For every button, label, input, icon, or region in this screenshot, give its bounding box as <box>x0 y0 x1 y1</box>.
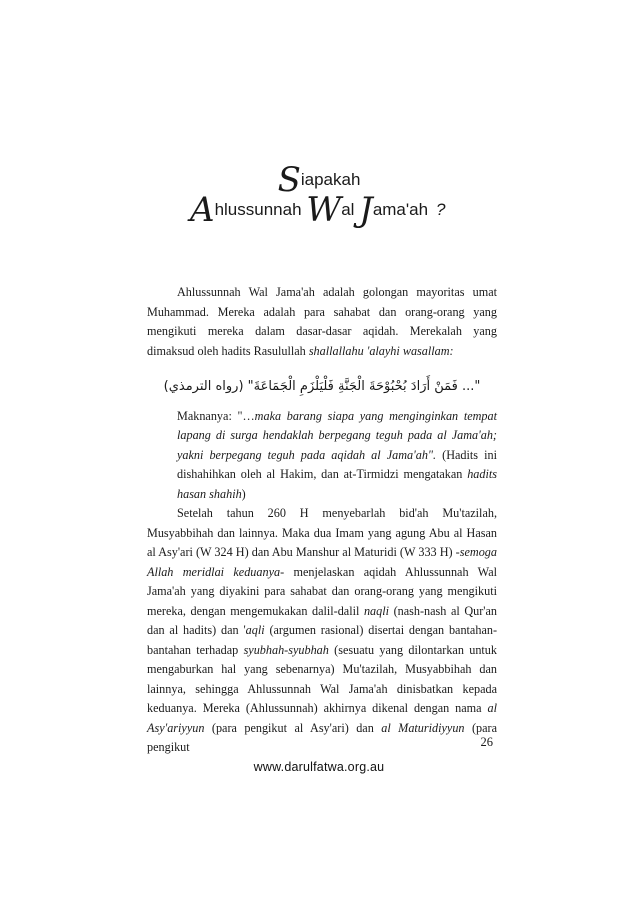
history-italic-asyariyyun: al Asy'ariyyun <box>147 701 497 735</box>
title-word-jamaah: ama'ah <box>372 200 429 219</box>
meaning-block <box>177 407 497 505</box>
meaning-note: (Hadits ini dishahihkan oleh al Hakim, dan at-Tirmidzi mengatakan <box>177 447 497 481</box>
body-text <box>147 283 497 758</box>
title-word-wal: al <box>341 200 360 219</box>
title-initial-s: S <box>277 160 301 200</box>
page-number: 26 <box>480 735 493 749</box>
title-word-ahlussunnah: hlussunnah <box>214 200 307 219</box>
history-text-3: (nash-nash al Qur'an dan al hadits) dan ' <box>147 603 497 637</box>
history-paragraph <box>147 504 497 758</box>
arabic-hadith: "... فَمَنْ أَرَادَ بُحْبُوْحَةَ الْجَنَّةِ فَلْيَلْزَمِ الْجَمَاعَةَ" (رواه الترمذي) <box>163 379 481 394</box>
intro-text: Ahlussunnah Wal Jama'ah adalah golongan mayoritas umat Muhammad. Mereka adalah para sahabat dan orang-orang yang mengikuti mereka dalam dasar-dasar aqidah. Merekalah yang dimaksud oleh hadits Rasulullah <box>147 285 497 358</box>
history-italic-naqli: naqli <box>363 603 390 618</box>
title-initial-w: W <box>306 190 342 230</box>
history-italic-1: semoga Allah meridlai keduanya <box>147 545 497 579</box>
history-text-1: Setelah tahun 260 H menyebarlah bid'ah Mu'tazilah, Musyabbihah dan lainnya. Maka dua Imam yang agung Abu al Hasan al Asy'ari (W 324 H) dan Abu Manshur al Maturidi (W 333 H) - <box>147 506 497 559</box>
meaning-label: Maknanya: "… <box>177 408 255 423</box>
history-text-4: (argumen rasional) disertai dengan bantahan-bantahan terhadap <box>147 623 498 657</box>
meaning-paragraph <box>177 407 497 505</box>
history-italic-aqli: aqli <box>245 623 265 637</box>
history-text-5: (sesuatu yang dilontarkan untuk mengaburkan hal yang sebenarnya) Mu'tazilah, Musyabbihah dan lainnya, sehingga Ahlussunnah Wal Jama'ah dinisbatkan kepada keduanya. Mereka (Ahlussunnah) akhirnya dikenal dengan nama <box>147 642 497 715</box>
title-line-2 <box>190 190 490 230</box>
meaning-italic: maka barang siapa yang menginginkan tempat lapang di surga hendaklah berpegang teguh pada al Jama'ah; yakni berpegang teguh pada aqidah al Jama'ah". <box>177 408 497 462</box>
history-text-6: (para pengikut al Asy'ari) dan <box>204 720 382 735</box>
history-text-2: - menjelaskan aqidah Ahlussunnah Wal Jama'ah yang diyakini para sahabat dan orang-orang yang mengikuti mereka, dengan mengemukakan dalil-dalil <box>147 564 497 618</box>
title-initial-j: J <box>359 190 373 230</box>
title-word-siapakah: iapakah <box>300 170 361 189</box>
meaning-hadith-grade: hadits hasan shahih <box>177 467 497 501</box>
history-text-7: (para pengikut <box>147 720 497 754</box>
title-question-mark: ? <box>436 200 446 219</box>
history-italic-syubhah: syubhah-syubhah <box>243 642 329 657</box>
intro-italic: shallallahu 'alayhi wasallam: <box>308 343 454 358</box>
title-initial-a: A <box>190 190 215 230</box>
meaning-end: ) <box>241 486 246 501</box>
intro-paragraph <box>147 283 497 361</box>
website-footer[interactable]: www.darulfatwa.org.au <box>253 760 385 774</box>
history-italic-maturidiyyun: al Maturidiyyun <box>381 720 465 735</box>
